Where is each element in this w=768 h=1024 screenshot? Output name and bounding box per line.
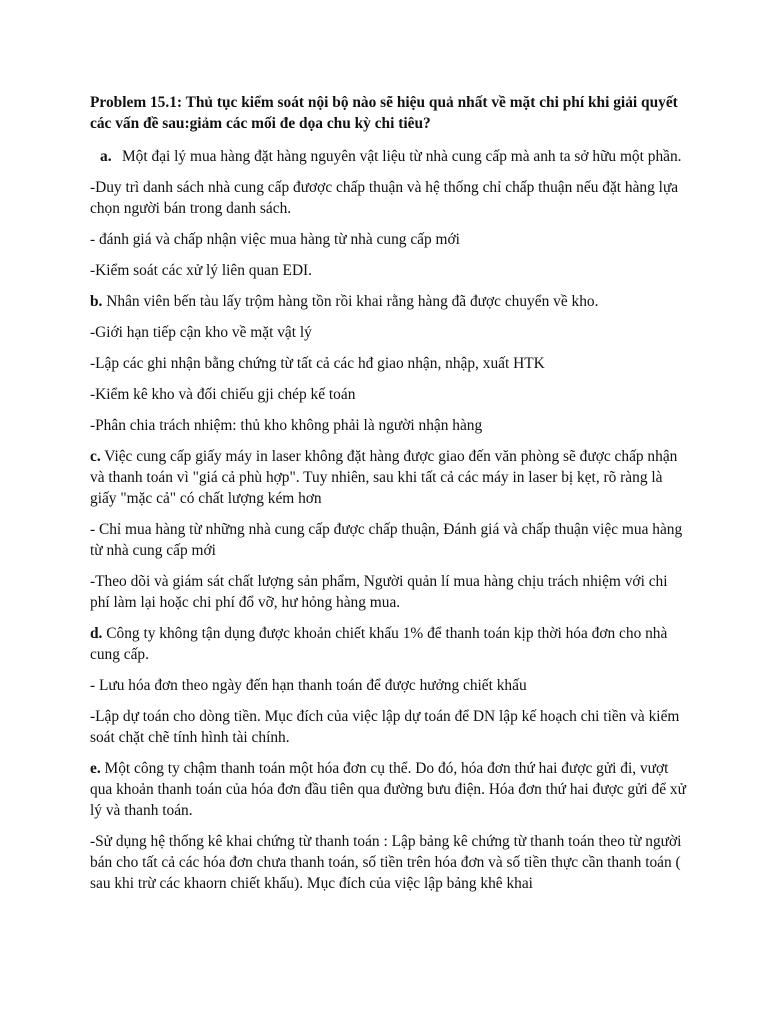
item-b-point: -Kiểm kê kho và đối chiếu gji chép kế toán bbox=[90, 386, 356, 403]
item-a-point: - đánh giá và chấp nhận việc mua hàng từ nhà cung cấp mới bbox=[90, 231, 460, 248]
item-a bbox=[90, 146, 690, 167]
item-b-point: -Giới hạn tiếp cận kho về mặt vật lý bbox=[90, 324, 312, 341]
problem-title: Problem 15.1: Thủ tục kiểm soát nội bộ nào sẽ hiệu quả nhất về mặt chi phí khi giải quyết các vấn đề sau:giảm các mối đe dọa chu kỳ chi tiêu? bbox=[90, 94, 678, 132]
item-c-label: c. bbox=[90, 448, 101, 465]
item-a-marker: a. bbox=[100, 148, 112, 165]
item-d-text: Công ty không tận dụng được khoản chiết khấu 1% để thanh toán kịp thời hóa đơn cho nhà cung cấp. bbox=[90, 625, 668, 663]
item-b-label: b. bbox=[90, 293, 103, 310]
item-d-label: d. bbox=[90, 625, 103, 642]
item-a-point: -Duy trì danh sách nhà cung cấp đươợc chấp thuận và hệ thống chỉ chấp thuận nếu đặt hàng lựa chọn người bán trong danh sách. bbox=[90, 179, 679, 217]
item-d-point: - Lưu hóa đơn theo ngày đến hạn thanh toán để được hưởng chiết khấu bbox=[90, 677, 527, 694]
item-a-text: Một đại lý mua hàng đặt hàng nguyên vật liệu từ nhà cung cấp mà anh ta sở hữu một phần. bbox=[122, 148, 682, 165]
item-d-point: -Lập dự toán cho dòng tiền. Mục đích của việc lập dự toán để DN lập kế hoạch chi tiền và kiểm soát chặt chẽ tính hình tài chính. bbox=[90, 708, 680, 746]
item-c bbox=[90, 446, 690, 509]
item-b-text: Nhân viên bến tàu lấy trộm hàng tồn rồi khai rằng hàng đã được chuyển về kho. bbox=[102, 293, 599, 310]
item-d bbox=[90, 623, 690, 665]
item-e-point: -Sử dụng hệ thống kê khai chứng từ thanh toán : Lập bảng kê chứng từ thanh toán theo từ người bán cho tất cả các hóa đơn chưa thanh toán, số tiền trên hóa đơn và số tiền thực cần thanh toán ( sau khi trừ các khaorn chiết khấu). Mục đích của việc lập bảng khê khai bbox=[90, 833, 682, 892]
item-e-text: Một công ty chậm thanh toán một hóa đơn cụ thể. Do đó, hóa đơn thứ hai được gửi đi, vượt qua khoản thanh toán của hóa đơn đầu tiên qua đường bưu điện. Hóa đơn thứ hai được gửi để xử lý và thanh toán. bbox=[90, 760, 686, 819]
item-a-point: -Kiểm soát các xử lý liên quan EDI. bbox=[90, 262, 313, 279]
document-page bbox=[90, 92, 690, 904]
item-e-label: e. bbox=[90, 760, 101, 777]
item-b-point: -Phân chia trách nhiệm: thủ kho không phải là người nhận hàng bbox=[90, 417, 483, 434]
item-e bbox=[90, 758, 690, 821]
item-b bbox=[90, 291, 690, 312]
item-c-point: -Theo dõi và giám sát chất lượng sản phẩm, Người quản lí mua hàng chịu trách nhiệm với chi phí làm lại hoặc chi phí đổ vỡ, hư hỏng hàng mua. bbox=[90, 573, 668, 611]
item-c-text: Việc cung cấp giấy máy in laser không đặt hàng được giao đến văn phòng sẽ được chấp nhận và thanh toán vì "giá cả phù hợp". Tuy nhiên, sau khi tất cả các máy in laser bị kẹt, rõ ràng là giấy "mặc cả" có chất lượng kém hơn bbox=[90, 448, 678, 507]
item-b-point: -Lập các ghi nhận bằng chứng từ tất cả các hđ giao nhận, nhập, xuất HTK bbox=[90, 355, 545, 372]
item-c-point: - Chỉ mua hàng từ những nhà cung cấp được chấp thuận, Đánh giá và chấp thuận việc mua hàng từ nhà cung cấp mới bbox=[90, 521, 683, 559]
